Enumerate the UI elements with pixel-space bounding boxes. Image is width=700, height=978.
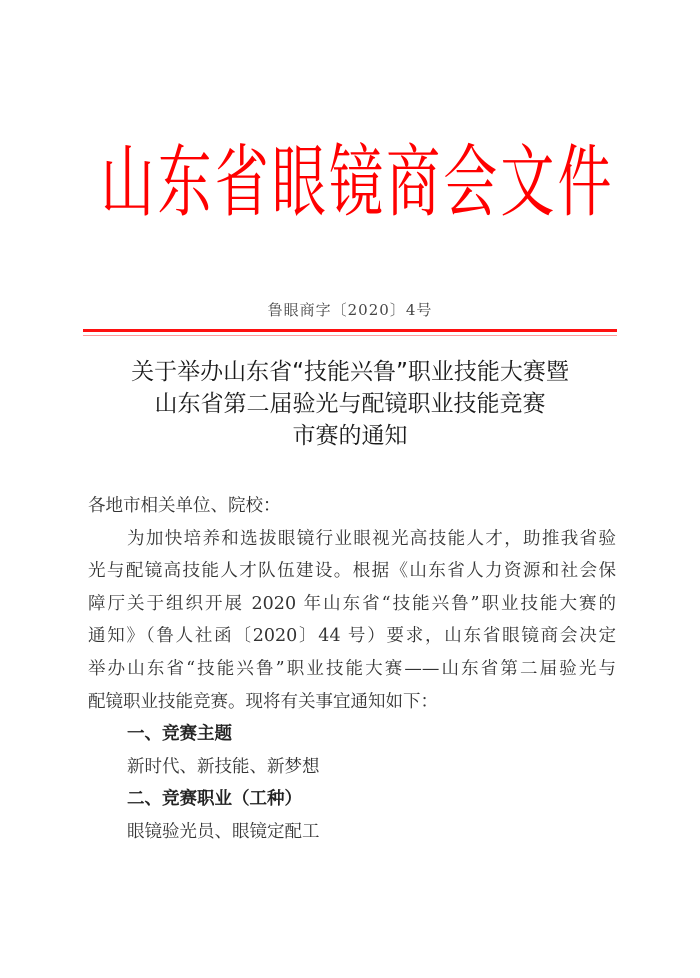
section-heading: 二、竞赛职业（工种） [127, 789, 302, 810]
notice-body [88, 490, 616, 849]
issuer-title-char: 会 [443, 136, 498, 228]
issuer-title [100, 138, 612, 228]
red-separator-thick [83, 329, 617, 332]
paragraph-line: 配镜职业技能竞赛。现将有关事宜通知如下： [88, 691, 438, 712]
document-number: 鲁眼商字〔2020〕4号 [267, 301, 433, 319]
issuer-title-char: 商 [386, 136, 441, 228]
section-heading: 一、竞赛主题 [127, 724, 232, 745]
paragraph-line: 障厅关于组织开展 2020 年山东省“技能兴鲁”职业技能大赛的 [88, 593, 616, 614]
paragraph-line: 举办山东省“技能兴鲁”职业技能大赛——山东省第二届验光与 [88, 658, 616, 679]
notice-subject-title [0, 356, 700, 452]
salutation: 各地市相关单位、院校： [88, 496, 281, 516]
issuer-title-char: 眼 [271, 136, 326, 228]
paragraph-line: 为加快培养和选拔眼镜行业眼视光高技能人才，助推我省验 [127, 528, 616, 549]
red-separator-thin [83, 335, 617, 336]
paragraph-line: 光与配镜高技能人才队伍建设。根据《山东省人力资源和社会保 [88, 561, 616, 582]
issuer-title-char: 文 [500, 136, 555, 228]
issuer-title-char: 东 [157, 136, 212, 228]
section-occupations [88, 783, 616, 848]
issuer-title-char: 镜 [329, 136, 383, 228]
section-content: 新时代、新技能、新梦想 [127, 756, 320, 777]
intro-paragraph [88, 523, 616, 719]
subject-line: 山东省第二届验光与配镜职业技能竞赛 [154, 391, 546, 417]
subject-line: 关于举办山东省“技能兴鲁”职业技能大赛暨 [131, 359, 569, 385]
issuer-title-char: 件 [557, 136, 612, 228]
section-content: 眼镜验光员、眼镜定配工 [127, 821, 320, 842]
subject-line: 市赛的通知 [292, 423, 408, 449]
paragraph-line: 通知》（鲁人社函〔2020〕44 号）要求，山东省眼镜商会决定 [88, 626, 616, 647]
section-theme [88, 718, 616, 783]
issuer-title-char: 省 [214, 136, 269, 228]
issuer-title-char: 山 [100, 136, 155, 228]
